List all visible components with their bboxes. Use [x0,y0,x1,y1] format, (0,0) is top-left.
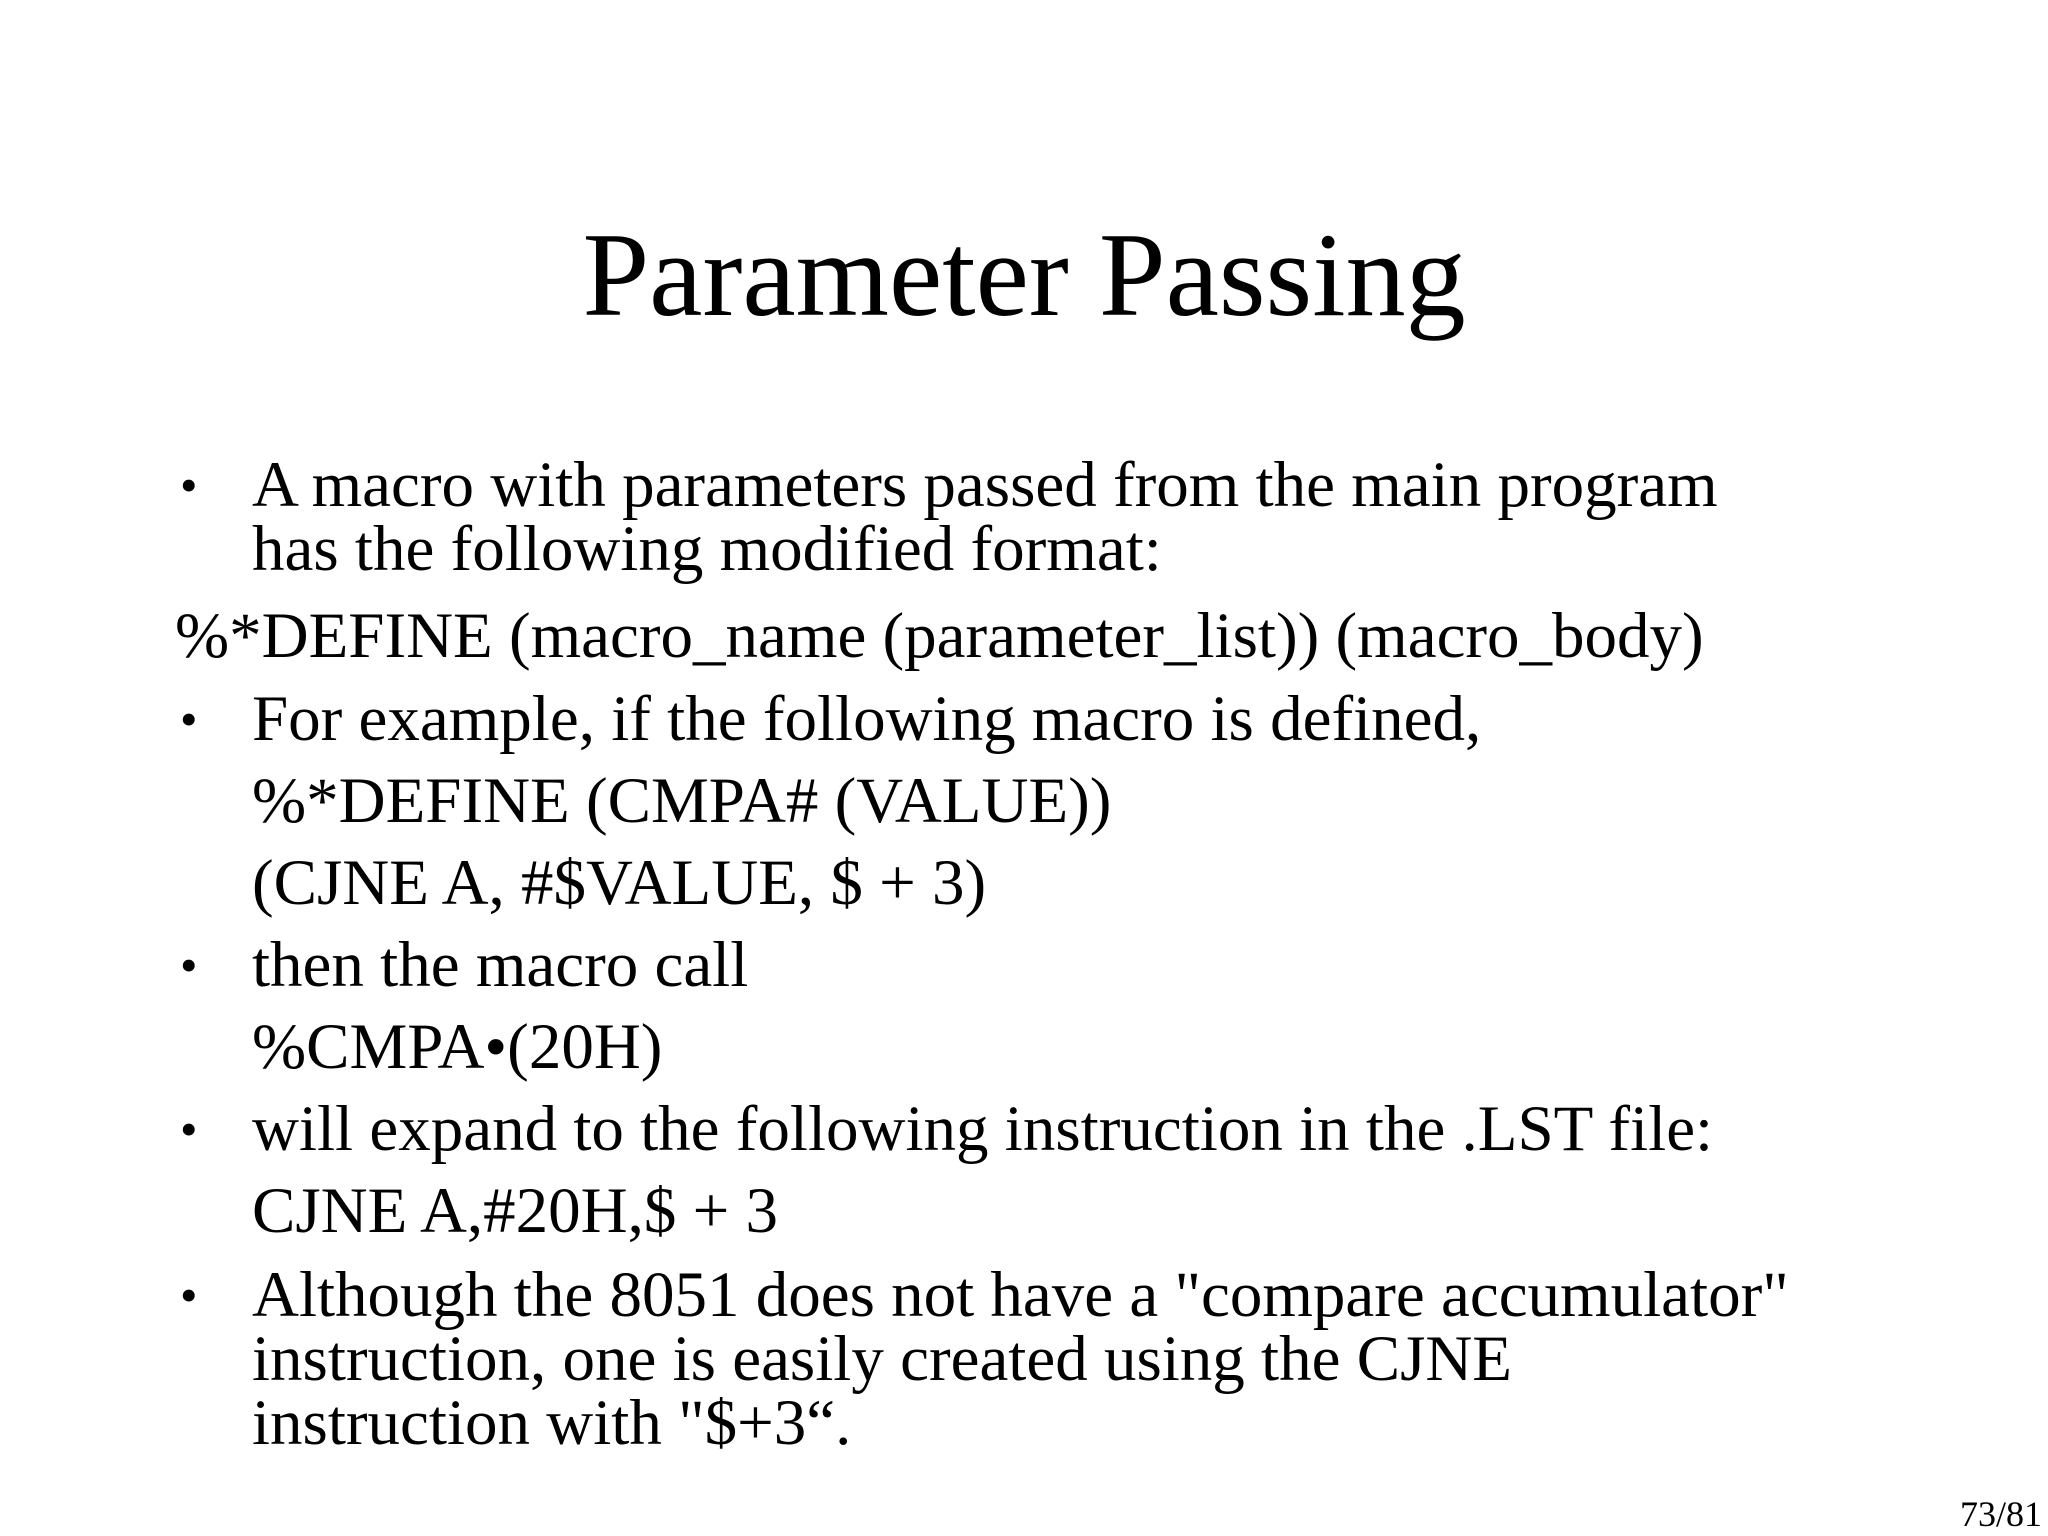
code-line: %*DEFINE (CMPA# (VALUE)) [252,765,1112,837]
define-format-line: %*DEFINE (macro_name (parameter_list)) (macro_body) [175,600,1704,672]
code-line: CJNE A,#20H,$ + 3 [252,1175,778,1247]
code-line: (CJNE A, #$VALUE, $ + 3) [252,847,987,919]
bullet-text-line: instruction, one is easily created using the CJNE [252,1323,1513,1395]
bullet-text-line: A macro with parameters passed from the main program [252,449,1718,521]
bullet-text-line: will expand to the following instruction in the .LST file: [252,1093,1714,1165]
code-line: %CMPA•(20H) [252,1011,663,1083]
bullet-marker: • [180,691,198,747]
bullet-text-line: For example, if the following macro is defined, [252,683,1482,755]
bullet-marker: • [180,457,198,513]
bullet-text-line: instruction with "$+3“. [252,1387,852,1459]
bullet-marker: • [180,1101,198,1157]
slide-title: Parameter Passing [582,208,1466,341]
bullet-text-line: has the following modified format: [252,513,1162,585]
bullet-marker: • [180,937,198,993]
bullet-marker: • [180,1267,198,1323]
bullet-text-line: then the macro call [252,929,749,1001]
bullet-text-line: Although the 8051 does not have a "compare accumulator" [252,1259,1789,1331]
page-number: 73/81 [1959,1494,2042,1534]
